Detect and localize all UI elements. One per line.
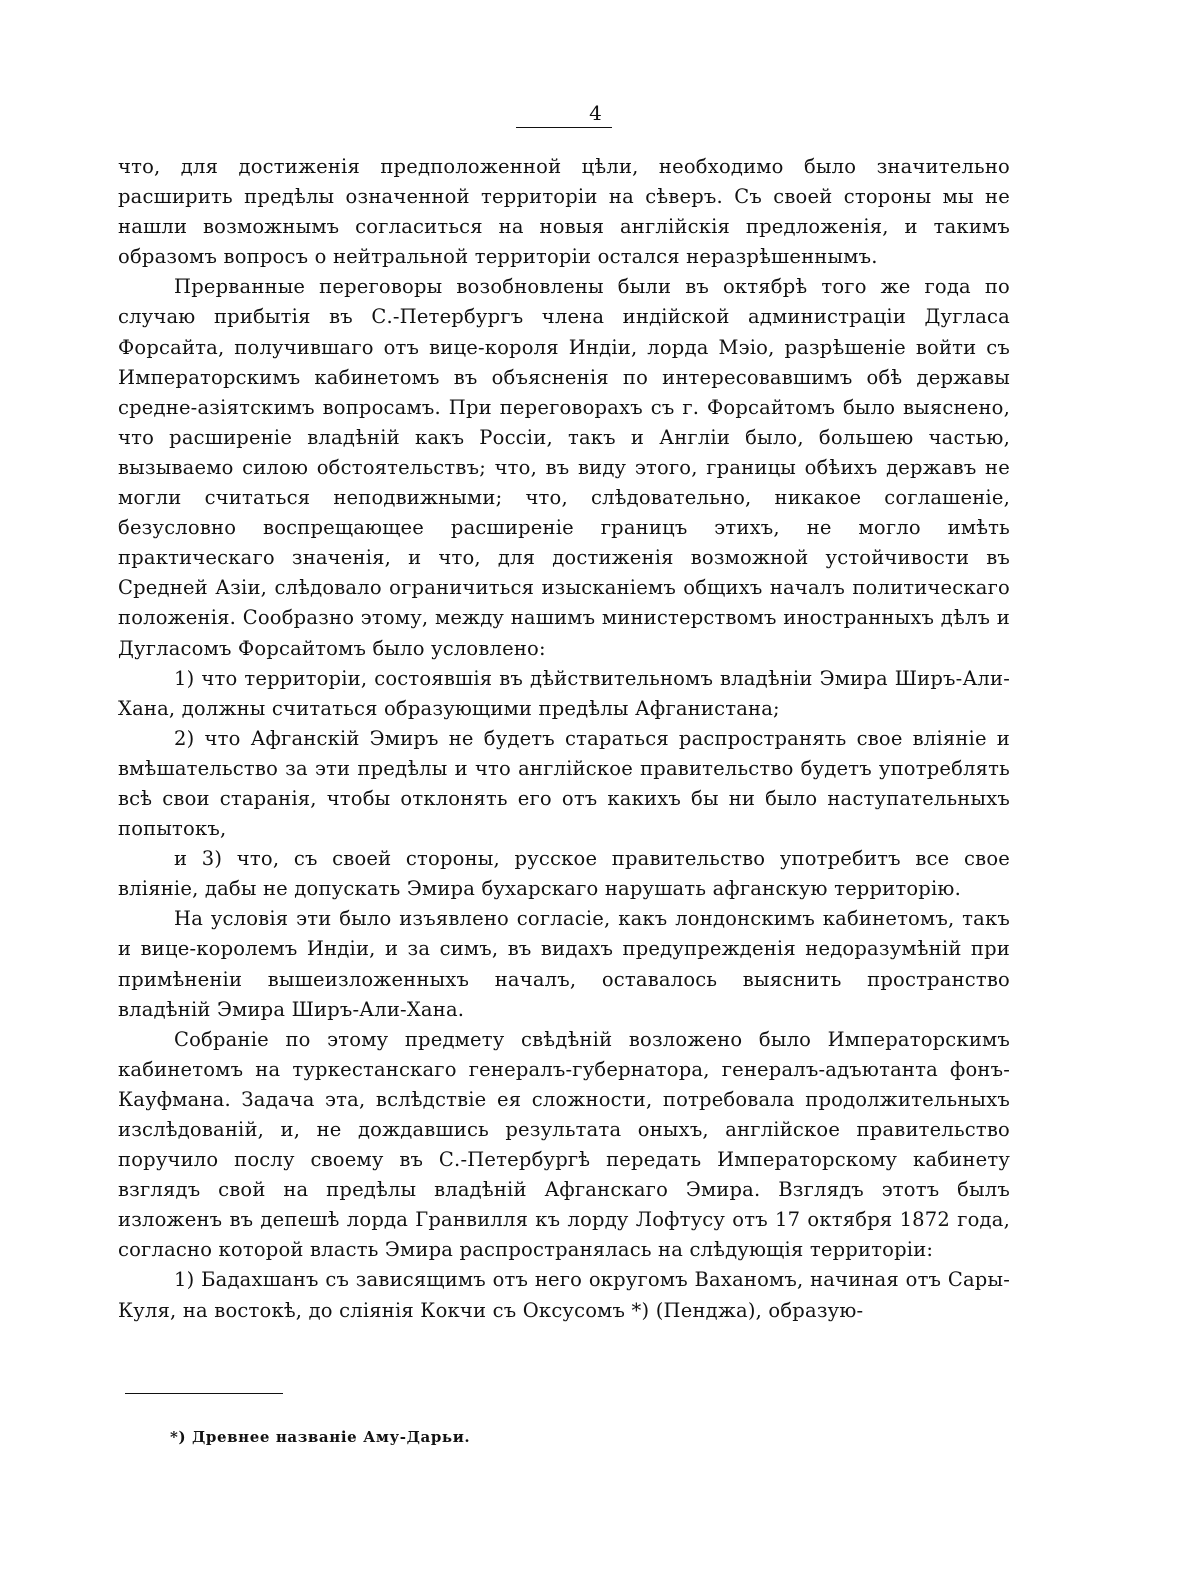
paragraph-condition-2: 2) что Афганскій Эмиръ не будетъ стараться распространять свое вліяніе и вмѣшательство за эти предѣлы и что англійское правительство будетъ употреблять всѣ свои старанія, чтобы отклонять его отъ какихъ бы ни было наступательныхъ попытокъ, xyxy=(118,726,1010,841)
paragraph-negotiations: Прерванные переговоры возобновлены были въ октябрѣ того же года по случаю прибытія въ С.-Петербургъ члена индійской администраціи Дугласа Форсайта, получившаго отъ вице-короля Индіи, лорда Мэіо, разрѣшеніе войти съ Императорскимъ кабинетомъ въ объясненія по интересовавшимъ обѣ державы средне-азіятскимъ вопросамъ. При переговорахъ съ г. Форсайтомъ было выяснено, что расширеніе владѣній какъ Россіи, такъ и Англіи было, большею частью, вызываемо силою обстоятельствъ; что, въ виду этого, границы обѣихъ державъ не могли считаться неподвижными; что, слѣдовательно, никакое соглашеніе, безусловно воспрещающее расширеніе границъ этихъ, не могло имѣть практическаго значенія, и что, для достиженія возможной устойчивости въ Средней Азіи, слѣдовало ограничиться изысканіемъ общихъ началъ политическаго положенія. Сообразно этому, между нашимъ министерствомъ иностранныхъ дѣлъ и Дугласомъ Форсайтомъ было условлено: xyxy=(118,275,1010,660)
footnote: *) Древнее названіе Аму-Дарьи. xyxy=(170,1428,471,1446)
paragraph-territory-1: 1) Бадахшанъ съ зависящимъ отъ него округомъ Ваханомъ, начиная отъ Сары-Куля, на востокѣ, до сліянія Кокчи съ Оксусомъ *) (Пенджа), образую- xyxy=(118,1268,1010,1322)
page-number-rule xyxy=(516,127,612,128)
paragraph-condition-1: 1) что территоріи, состоявшія въ дѣйствительномъ владѣніи Эмира Ширъ-Али-Хана, должны считаться образующими предѣлы Афганистана; xyxy=(118,666,1010,720)
paragraph-condition-3: и 3) что, съ своей стороны, русское правительство употребитъ все свое вліяніе, дабы не допускать Эмира бухарскаго нарушать афганскую территорію. xyxy=(118,847,1010,901)
page-number: 4 xyxy=(589,101,602,125)
body-text xyxy=(118,152,1010,1326)
paragraph-collection: Собраніе по этому предмету свѣдѣній возложено было Императорскимъ кабинетомъ на туркестанскаго генералъ-губернатора, генералъ-адъютанта фонъ-Кауфмана. Задача эта, вслѣдствіе ея сложности, потребовала продолжительныхъ изслѣдованій, и, не дождавшись результата оныхъ, англійское правительство поручило послу своему въ С.-Петербургѣ передать Императорскому кабинету взглядъ свой на предѣлы владѣній Афганскаго Эмира. Взглядъ этотъ былъ изложенъ въ депешѣ лорда Гранвилля къ лорду Лофтусу отъ 17 октября 1872 года, согласно которой власть Эмира распространялась на слѣдующія территоріи: xyxy=(118,1027,1010,1262)
paragraph-agreement: На условія эти было изъявлено согласіе, какъ лондонскимъ кабинетомъ, такъ и вице-королемъ Индіи, и за симъ, въ видахъ предупрежденія недоразумѣній при примѣненіи вышеизложенныхъ началъ, оставалось выяснить пространство владѣній Эмира Ширъ-Али-Хана. xyxy=(118,907,1010,1021)
footnote-rule xyxy=(125,1393,283,1394)
paragraph-continued: что, для достиженія предположенной цѣли, необходимо было значительно расширить предѣлы означенной территоріи на сѣверъ. Съ своей стороны мы не нашли возможнымъ согласиться на новыя англійскія предложенія, и такимъ образомъ вопросъ о нейтральной территоріи остался неразрѣшеннымъ. xyxy=(118,155,1010,269)
